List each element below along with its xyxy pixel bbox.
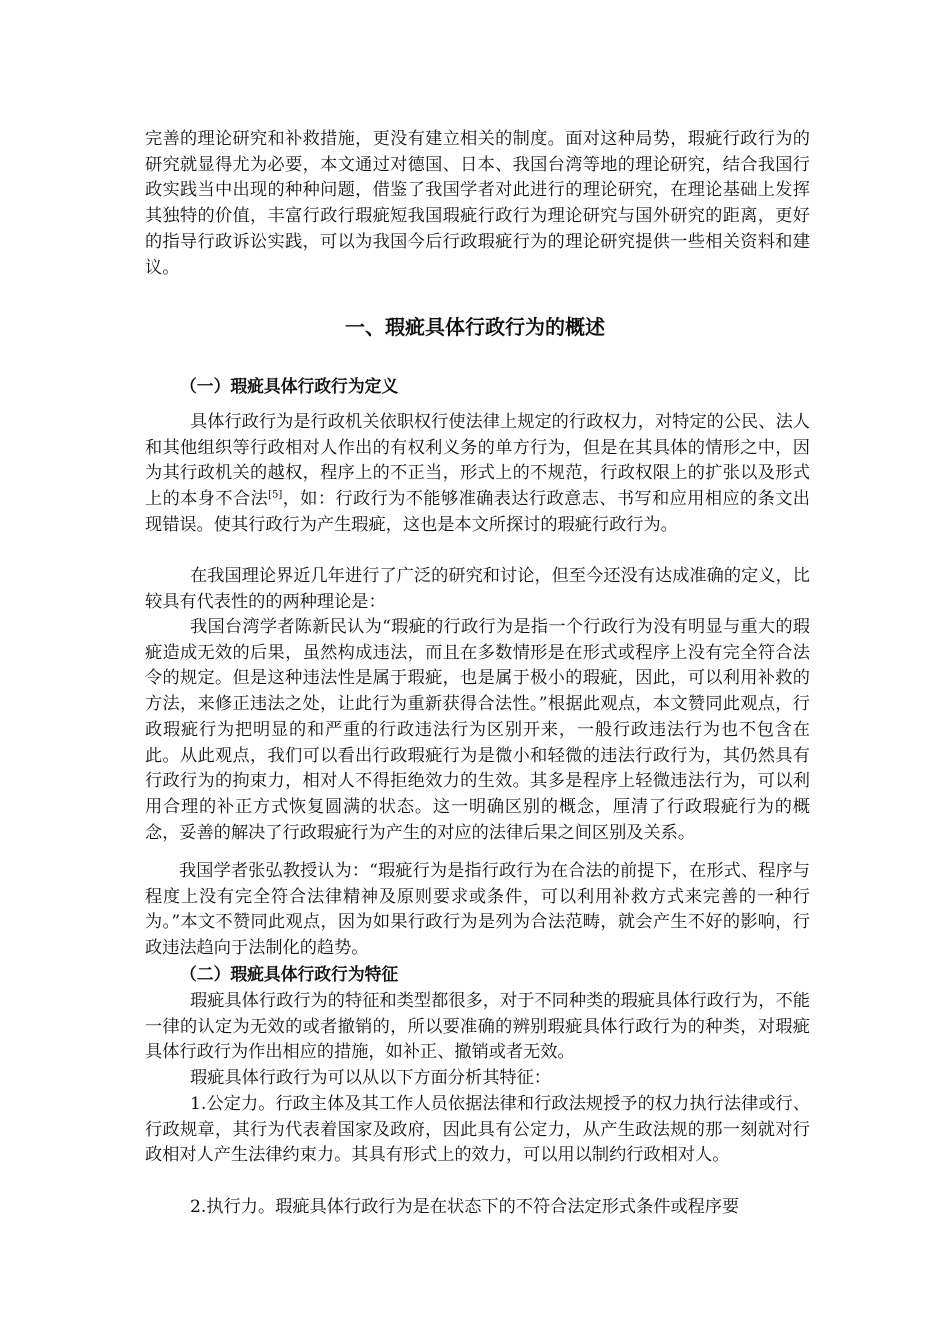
characteristics-paragraph: 瑕疵具体行政行为的特征和类型都很多，对于不同种类的瑕疵具体行政行为，不能一律的认定为无效的或者撤销的，所以要准确的辨别瑕疵具体行政行为的种类，对瑕疵具体行政行为作出相应的措施，如补正、撤销或者无效。 bbox=[145, 991, 810, 1063]
subsection-title-definition: （一）瑕疵具体行政行为定义 bbox=[180, 376, 399, 396]
subsection-title-characteristics: （二）瑕疵具体行政行为特征 bbox=[180, 964, 399, 984]
definition-paragraph-continuation: ，如：行政行为不能够准确表达行政意志、书写和应用相应的条文出现错误。使其行政行为产生瑕疵，这也是本文所探讨的瑕疵行政行为。 bbox=[145, 489, 810, 535]
intro-paragraph: 完善的理论研究和补救措施，更没有建立相关的制度。面对这种局势，瑕疵行政行为的研究就显得尤为必要，本文通过对德国、日本、我国台湾等地的理论研究，结合我国行政实践当中出现的种种问题，借鉴了我国学者对此进行的理论研究，在理论基础上发挥其独特的价值，丰富行政行瑕疵短我国瑕疵行政行为理论研究与国外研究的距离，更好的指导行政诉讼实践，可以为我国今后行政瑕疵行为的理论研究提供一些相关资料和建议。 bbox=[145, 129, 810, 278]
characteristics-lead-paragraph: 瑕疵具体行政行为可以从以下方面分析其特征： bbox=[190, 1068, 551, 1088]
list-item-execution-force: 2.执行力。瑕疵具体行政行为是在状态下的不符合法定形式条件或程序要 bbox=[190, 1197, 740, 1217]
chen-xinmin-view-paragraph: 我国台湾学者陈新民认为“瑕疵的行政行为是指一个行政行为没有明显与重大的瑕疵造成无效的后果，虽然构成违法，而且在多数情形是在形式或程序上没有完全符合法令的规定。但是这种违法性是属于瑕疵，也是属于极小的瑕疵，因此，可以利用补救的方法，来修正违法之处，让此行为重新获得合法性。”根据此观点，本文赞同此观点，行政瑕疵行为把明显的和严重的行政违法行为区别开来，一般行政违法行为也不包含在此。从此观点，我们可以看出行政瑕疵行为是微小和轻微的违法行政行为，其仍然具有行政行为的拘束力，相对人不得拒绝效力的生效。其多是程序上轻微违法行为，可以利用合理的补正方式恢复圆满的状态。这一明确区别的概念，厘清了行政瑕疵行为的概念，妥善的解决了行政瑕疵行为产生的对应的法律后果之间区别及关系。 bbox=[145, 617, 810, 843]
definition-paragraph-text: 具体行政行为是行政机关依职权行使法律上规定的行政权力，对特定的公民、法人和其他组织等行政相对人作出的有权利义务的单方行为，但是在其具体的情形之中，因为其行政机关的越权，程序上的不正当，形式上的不规范，行政权限上的扩张以及形式上的本身不合法 bbox=[145, 412, 810, 510]
citation-reference: [5] bbox=[268, 489, 283, 501]
list-item-public-force: 1.公定力。行政主体及其工作人员依据法律和行政法规授予的权力执行法律或行、行政规章，其行为代表着国家及政府，因此具有公定力，从产生政法规的那一刻就对行政相对人产生法律约束力。其具有形式上的效力，可以用以制约行政相对人。 bbox=[145, 1094, 810, 1166]
zhang-hong-view-paragraph: 我国学者张弘教授认为：“瑕疵行为是指行政行为在合法的前提下，在形式、程序与程度上没有完全符合法律精神及原则要求或条件，可以利用补救方式来完善的一种行为。”本文不赞同此观点，因为如果行政行为是列为合法范畴，就会产生不好的影响，行政违法趋向于法制化的趋势。 bbox=[145, 861, 810, 959]
definition-paragraph bbox=[145, 410, 810, 539]
theory-intro-paragraph: 在我国理论界近几年进行了广泛的研究和讨论，但至今还没有达成准确的定义，比较具有代表性的的两种理论是： bbox=[145, 566, 810, 612]
section-title: 一、瑕疵具体行政行为的概述 bbox=[345, 315, 605, 339]
